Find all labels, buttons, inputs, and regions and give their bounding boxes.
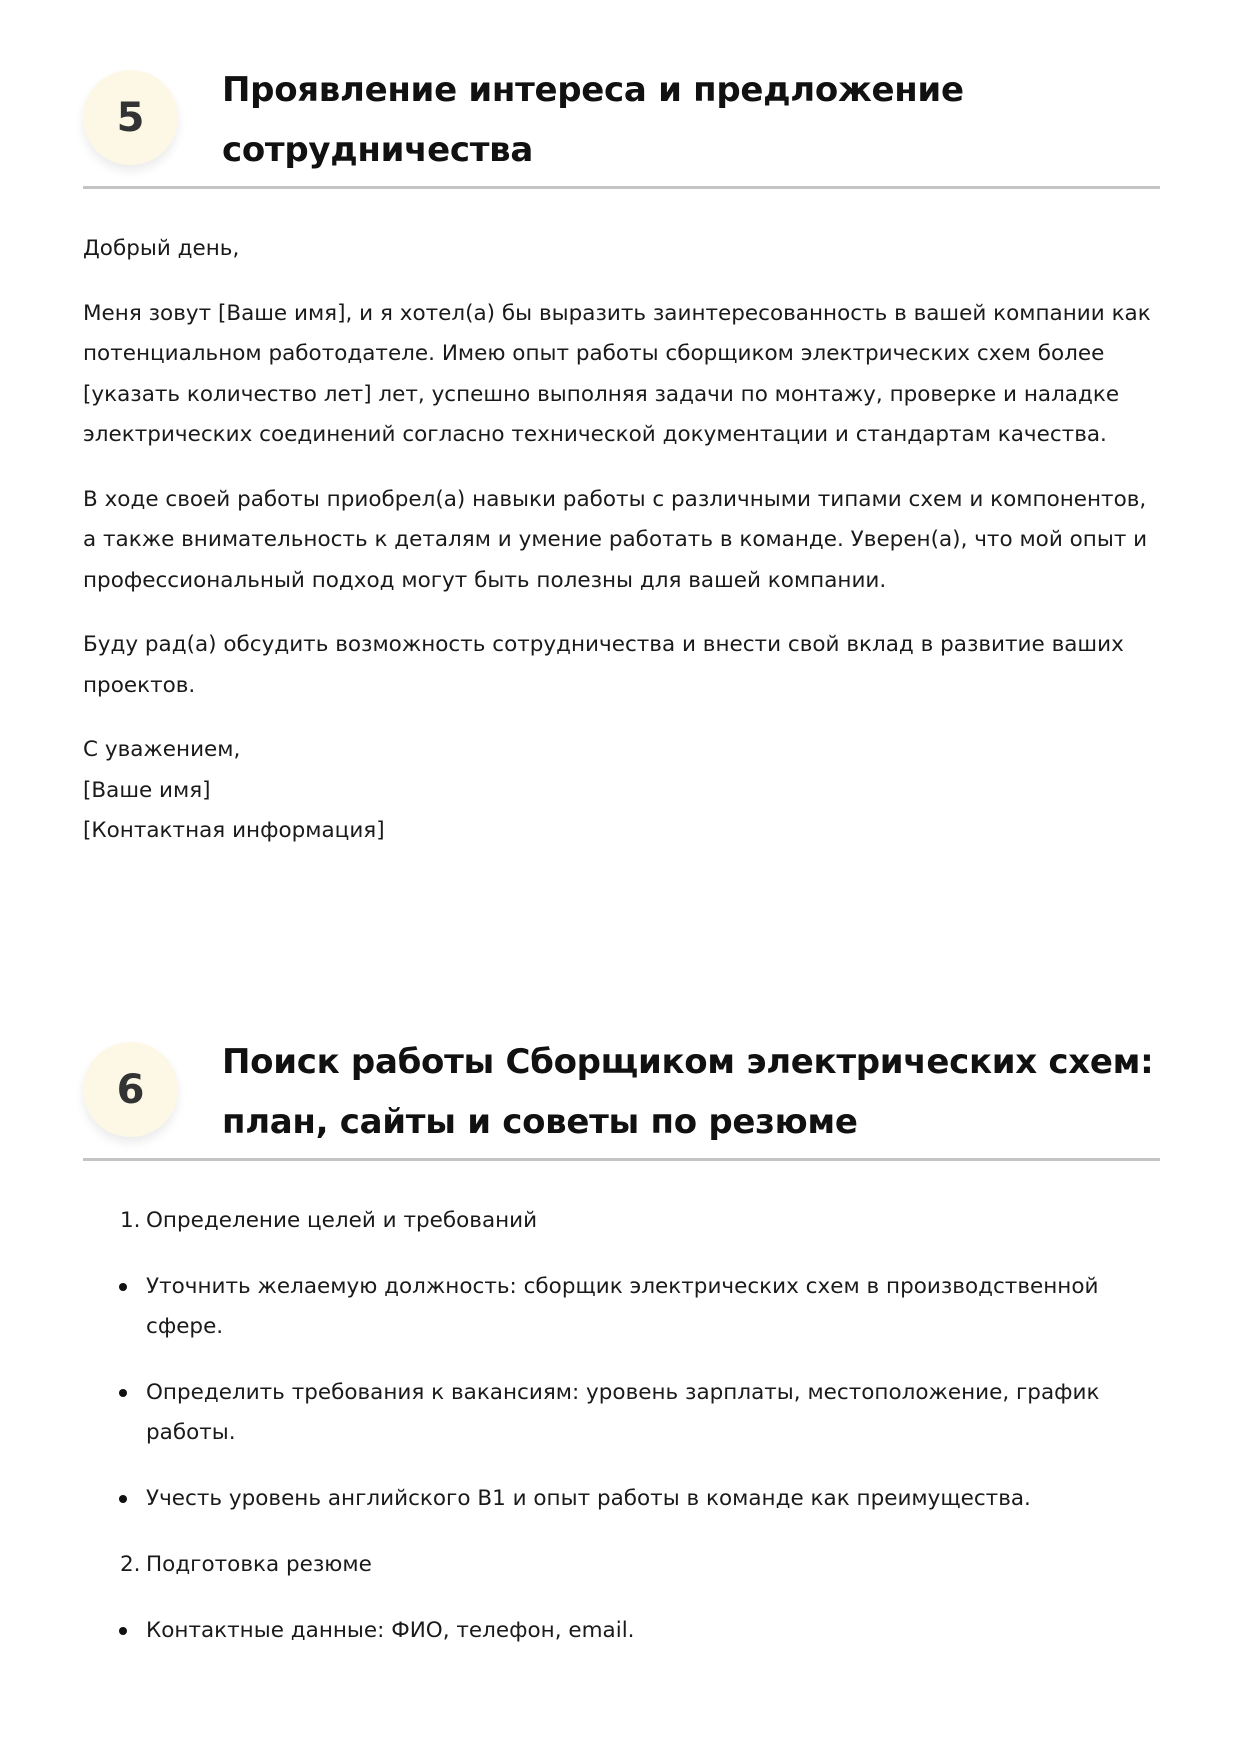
bullet-icon <box>119 1495 127 1503</box>
list-text: Учесть уровень английского B1 и опыт работы в команде как преимущества. <box>146 1486 1031 1511</box>
list-item <box>83 1479 1160 1519</box>
bullet-icon <box>119 1283 127 1291</box>
list-item <box>83 1545 1160 1585</box>
title-line: план, сайты и советы по резюме <box>222 1102 858 1142</box>
list-text: Подготовка резюме <box>146 1552 372 1577</box>
bullet-icon <box>119 1627 127 1635</box>
paragraph: Буду рад(а) обсудить возможность сотрудничества и внести свой вклад в развитие ваших проектов. <box>83 632 1124 698</box>
list-item <box>83 1373 1160 1453</box>
section-5 <box>83 60 1160 852</box>
list-text: Определение целей и требований <box>146 1208 538 1233</box>
plan-list <box>83 1201 1160 1651</box>
paragraph: В ходе своей работы приобрел(а) навыки работы с различными типами схем и компонентов, а также внимательность к деталям и умение работать в команде. Уверен(а), что мой опыт и профессиональный подход могут быть полезны для вашей компании. <box>83 486 1148 593</box>
list-number: 2. <box>120 1552 141 1577</box>
signature-line: С уважением, <box>83 737 241 762</box>
title-line: Проявление интереса и предложение <box>222 70 964 110</box>
section-header <box>83 1032 1160 1161</box>
list-item <box>83 1267 1160 1347</box>
signature-line: [Контактная информация] <box>83 818 385 843</box>
section-6 <box>83 1032 1160 1677</box>
title-line: Поиск работы Сборщиком электрических схем: <box>222 1042 1154 1082</box>
paragraph: Меня зовут [Ваше имя], и я хотел(а) бы выразить заинтересованность в вашей компании как потенциальном работодателе. Имею опыт работы сборщиком электрических схем более [указать количество лет] лет, успешно выполняя задачи по монтажу, проверке и наладке электрических соединений согласно технической документации и стандартам качества. <box>83 300 1151 447</box>
list-item <box>83 1201 1160 1241</box>
signature <box>83 730 1160 852</box>
list-number: 1. <box>120 1208 141 1233</box>
section-header <box>83 60 1160 189</box>
list-item <box>83 1611 1160 1651</box>
section-title <box>222 1032 1160 1152</box>
signature-line: [Ваше имя] <box>83 777 211 803</box>
greeting: Добрый день, <box>83 236 240 261</box>
list-text: Определить требования к вакансиям: уровень зарплаты, местоположение, график работы. <box>146 1380 1100 1445</box>
section-number-badge: 6 <box>83 1042 178 1137</box>
list-text: Контактные данные: ФИО, телефон, email. <box>146 1618 635 1643</box>
bullet-icon <box>119 1389 127 1397</box>
section-title <box>222 60 1160 180</box>
title-line: сотрудничества <box>222 130 534 170</box>
list-text: Уточнить желаемую должность: сборщик электрических схем в производственной сфере. <box>146 1274 1099 1339</box>
section-number-badge: 5 <box>83 70 178 165</box>
